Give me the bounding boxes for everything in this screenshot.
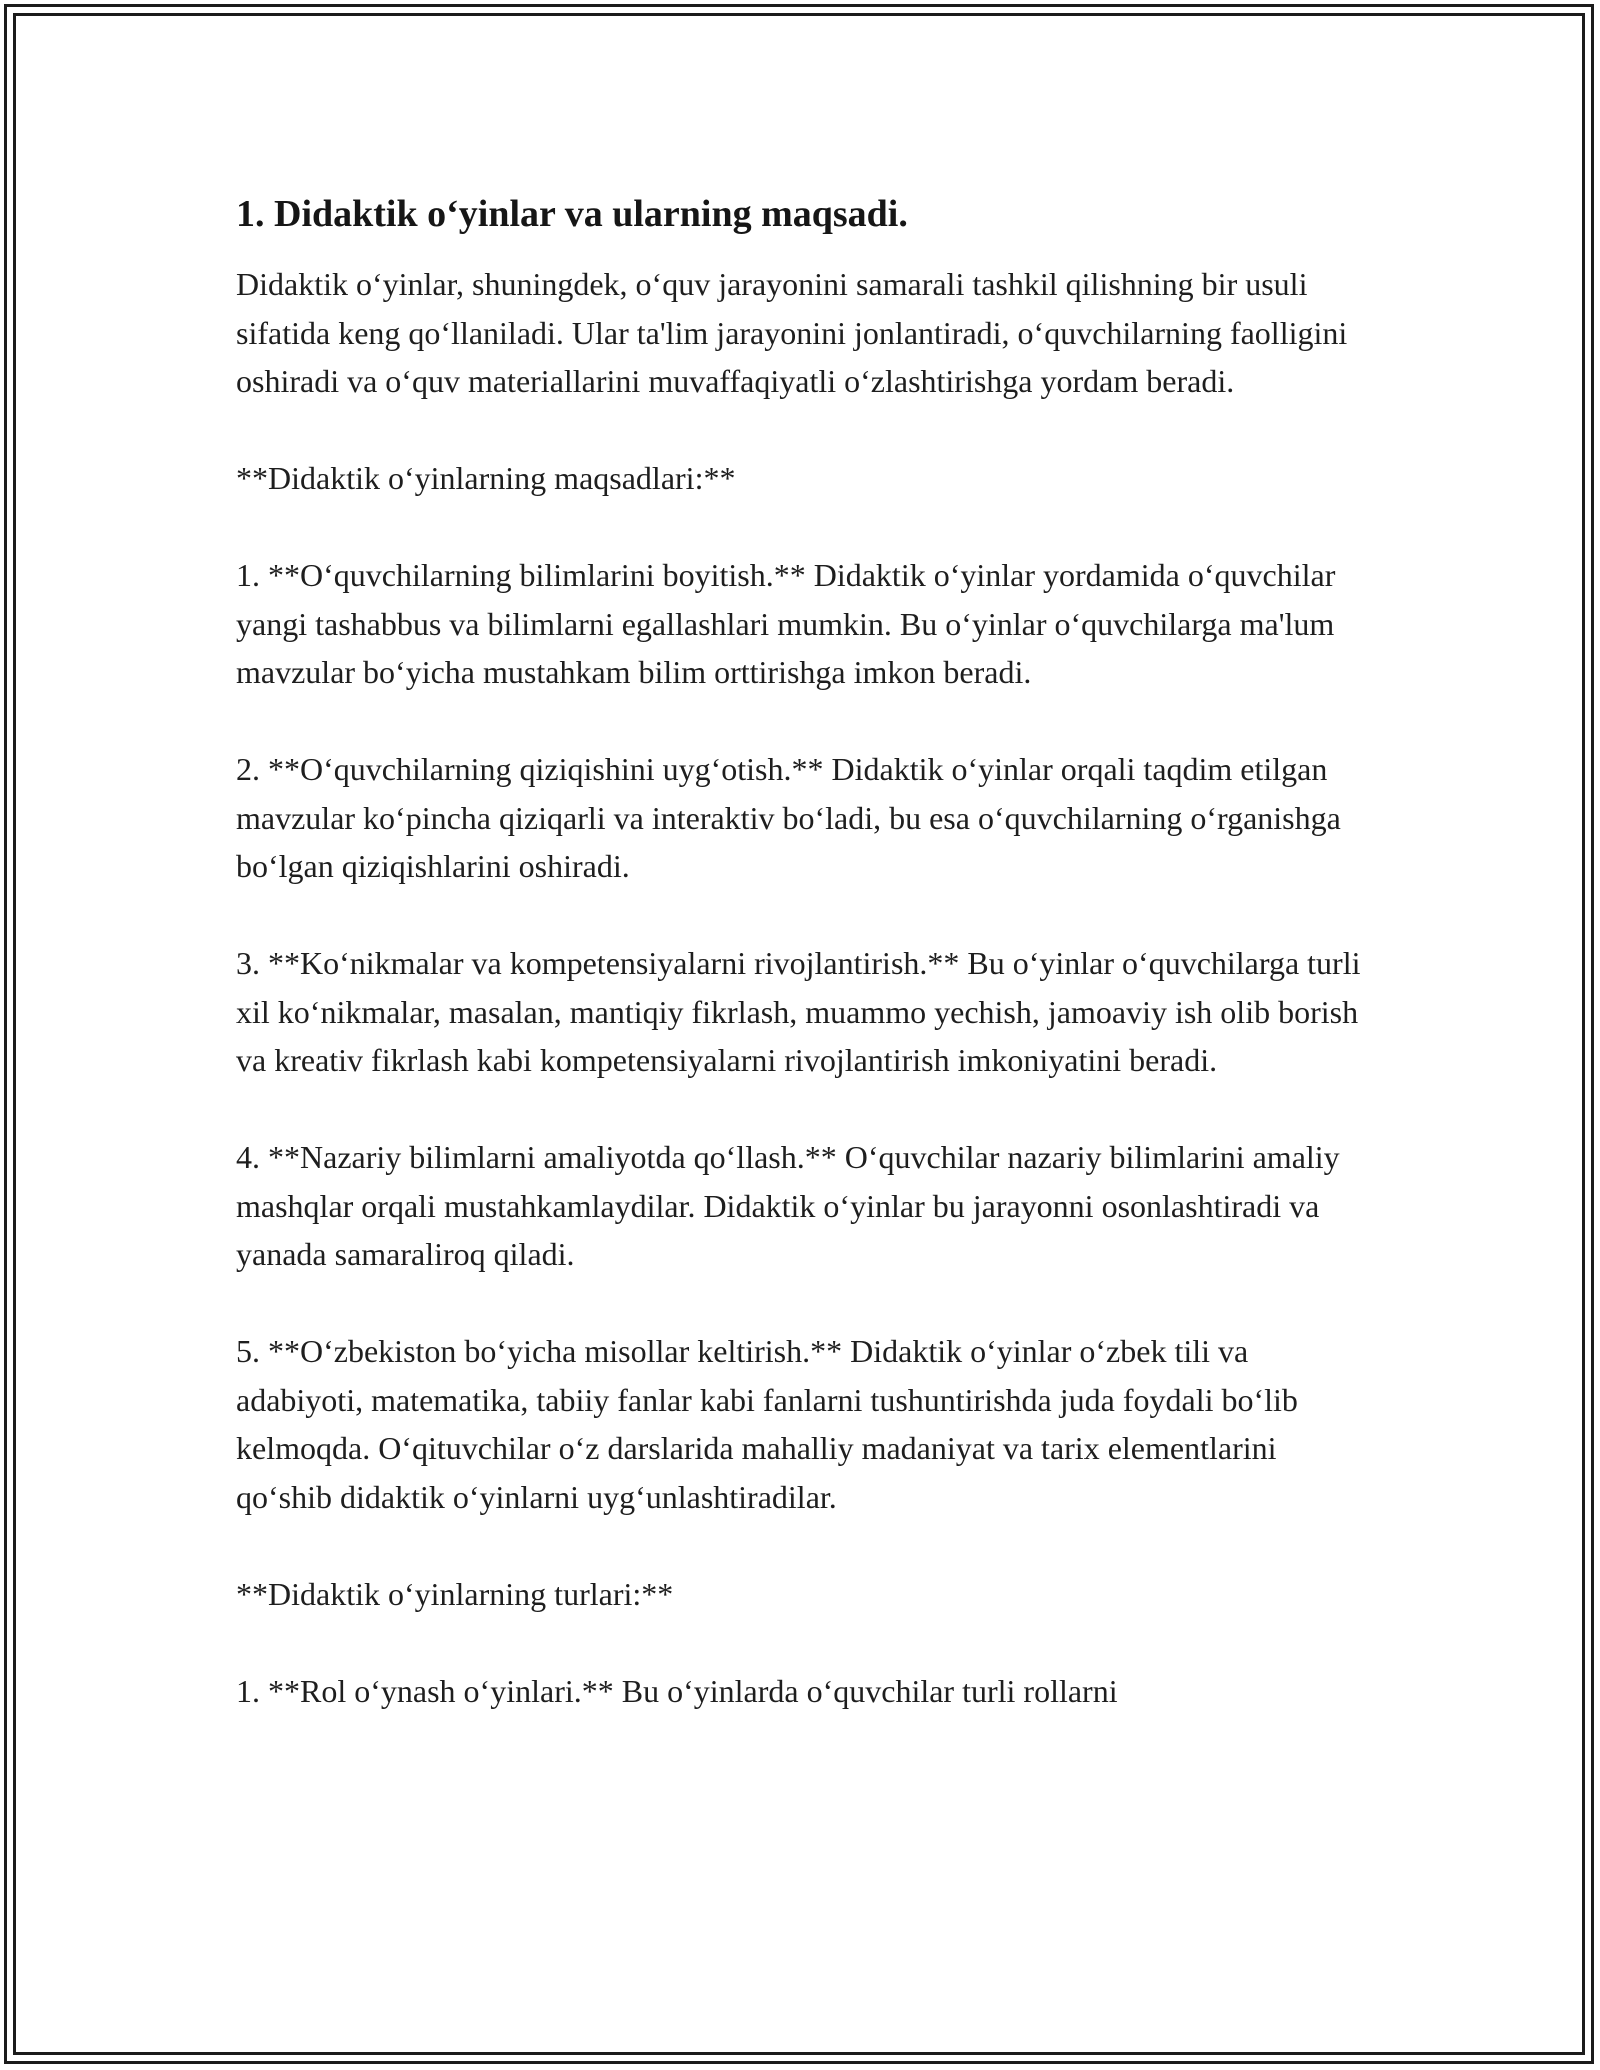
document-body [236, 186, 1366, 1764]
goal-item-4: 4. **Nazariy bilimlarni amaliyotda qo‘llash.** O‘quvchilar nazariy bilimlarini amaliy mashqlar orqali mustahkamlaydilar. Didaktik o‘yinlar bu jarayonni osonlashtiradi va yanada samaraliroq qiladi. [236, 1139, 1340, 1272]
goal-item-3: 3. **Ko‘nikmalar va kompetensiyalarni rivojlantirish.** Bu o‘yinlar o‘quvchilarga turli xil ko‘nikmalar, masalan, mantiqiy fikrlash, muammo yechish, jamoaviy ish olib borish va kreativ fikrlash kabi kompetensiyalarni rivojlantirish imkoniyatini beradi. [236, 945, 1361, 1078]
goal-item-1: 1. **O‘quvchilarning bilimlarini boyitish.** Didaktik o‘yinlar yordamida o‘quvchilar yangi tashabbus va bilimlarni egallashlari mumkin. Bu o‘yinlar o‘quvchilarga ma'lum mavzular bo‘yicha mustahkam bilim orttirishga imkon beradi. [236, 557, 1336, 690]
goal-item-2: 2. **O‘quvchilarning qiziqishini uyg‘otish.** Didaktik o‘yinlar orqali taqdim etilgan mavzular ko‘pincha qiziqarli va interaktiv bo‘ladi, bu esa o‘quvchilarning o‘rganishga bo‘lgan qiziqishlarini oshiradi. [236, 751, 1341, 884]
types-subheading: **Didaktik o‘yinlarning turlari:** [236, 1575, 674, 1612]
section-heading: 1. Didaktik o‘yinlar va ularning maqsadi. [236, 193, 908, 235]
goal-item-5: 5. **O‘zbekiston bo‘yicha misollar keltirish.** Didaktik o‘yinlar o‘zbek tili va adabiyoti, matematika, tabiiy fanlar kabi fanlarni tushuntirishda juda foydali bo‘lib kelmoqda. O‘qituvchilar o‘z darslarida mahalliy madaniyat va tarix elementlarini qo‘shib didaktik o‘yinlarni uyg‘unlashtiradilar. [236, 1333, 1298, 1515]
goals-subheading: **Didaktik o‘yinlarning maqsadlari:** [236, 460, 736, 496]
intro-paragraph: Didaktik o‘yinlar, shuningdek, o‘quv jarayonini samarali tashkil qilishning bir usuli sifatida keng qo‘llaniladi. Ular ta'lim jarayonini jonlantiradi, o‘quvchilarning faolligini oshiradi va o‘quv materiallarini muvaffaqiyatli o‘zlashtirishga yordam beradi. [236, 266, 1348, 399]
type-item-1: 1. **Rol o‘ynash o‘yinlari.** Bu o‘yinlarda o‘quvchilar turli rollarni [236, 1672, 1118, 1709]
